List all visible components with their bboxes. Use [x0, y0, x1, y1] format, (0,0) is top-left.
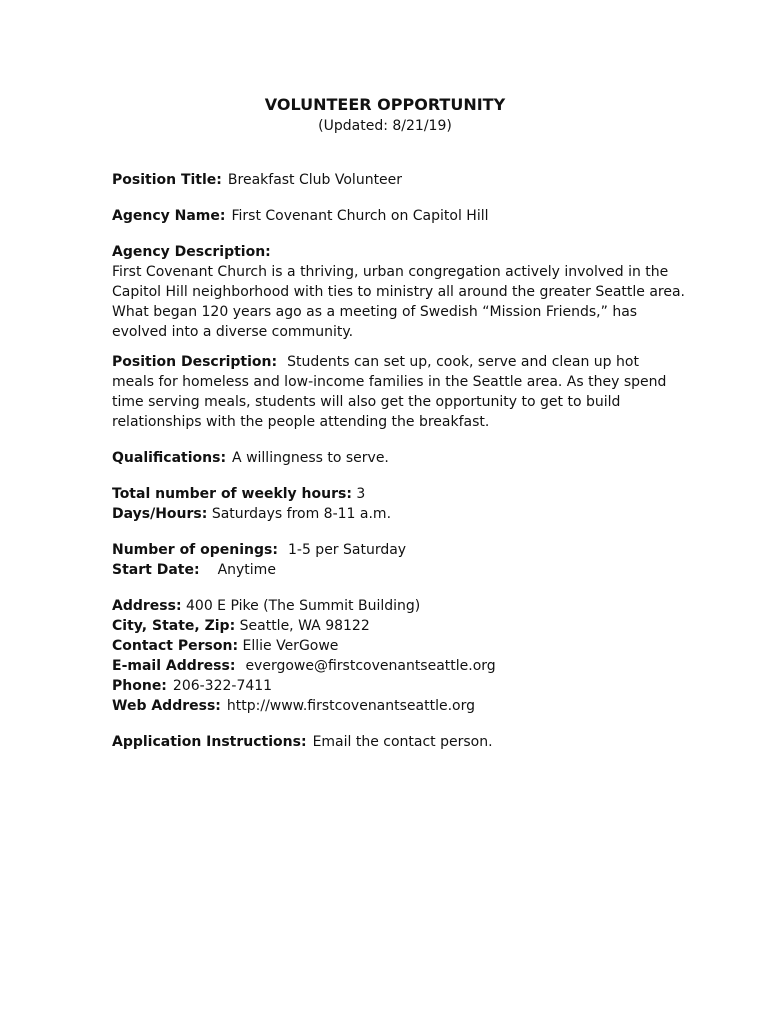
contact-person-value: Ellie VerGowe — [242, 638, 339, 654]
web-address-label: Web Address: — [112, 698, 221, 714]
contact-person-label: Contact Person: — [112, 638, 239, 654]
position-description-first-line: Students can set up, cook, serve and clean up hot — [287, 354, 639, 370]
agency-description-line: First Covenant Church is a thriving, urban congregation actively involved in the — [112, 264, 669, 280]
address-value: 400 E Pike (The Summit Building) — [186, 598, 421, 614]
city-row — [112, 616, 672, 636]
email-row — [112, 656, 672, 676]
qualifications-value: A willingness to serve. — [232, 450, 389, 466]
position-description-line: time serving meals, students will also get the opportunity to get to build — [112, 394, 621, 410]
days-hours-value: Saturdays from 8-11 a.m. — [211, 506, 392, 522]
address-label: Address: — [112, 598, 182, 614]
position-title-label: Position Title: — [112, 172, 222, 188]
position-title-row — [112, 170, 672, 190]
agency-name-label: Agency Name: — [112, 208, 226, 224]
position-description-line: meals for homeless and low-income families in the Seattle area. As they spend — [112, 374, 667, 390]
position-description-section — [112, 352, 672, 432]
openings-value: 1-5 per Saturday — [287, 542, 407, 558]
application-value: Email the contact person. — [312, 734, 493, 750]
agency-description-line: What began 120 years ago as a meeting of Swedish “Mission Friends,” has — [112, 304, 638, 320]
qualifications-label: Qualifications: — [112, 450, 227, 466]
phone-label: Phone: — [112, 678, 167, 694]
qualifications-row — [112, 448, 672, 468]
position-description-label: Position Description: — [112, 354, 278, 370]
weekly-hours-label: Total number of weekly hours: — [112, 486, 352, 502]
updated-date: (Updated: 8/21/19) — [318, 118, 452, 134]
start-date-row — [112, 560, 672, 580]
position-description-line: relationships with the people attending the breakfast. — [112, 414, 490, 430]
phone-row — [112, 676, 672, 696]
weekly-hours-value: 3 — [356, 486, 366, 502]
application-label: Application Instructions: — [112, 734, 307, 750]
address-row — [112, 596, 672, 616]
agency-description-line: Capitol Hill neighborhood with ties to ministry all around the greater Seattle area. — [112, 284, 685, 300]
city-label: City, State, Zip: — [112, 618, 236, 634]
days-hours-row — [112, 504, 672, 524]
city-value: Seattle, WA 98122 — [239, 618, 370, 634]
openings-label: Number of openings: — [112, 542, 278, 558]
application-row — [112, 732, 672, 752]
start-date-label: Start Date: — [112, 562, 200, 578]
page-title: VOLUNTEER OPPORTUNITY — [264, 95, 506, 114]
openings-row — [112, 540, 672, 560]
agency-description-section — [112, 242, 685, 342]
phone-value: 206-322-7411 — [172, 678, 273, 694]
email-value: evergowe@firstcovenantseattle.org — [245, 658, 496, 674]
days-hours-label: Days/Hours: — [112, 506, 208, 522]
agency-description-label: Agency Description: — [112, 244, 271, 260]
web-address-row — [112, 696, 672, 716]
agency-description-line: evolved into a diverse community. — [112, 324, 354, 340]
agency-name-row — [112, 206, 672, 226]
web-address-value: http://www.firstcovenantseattle.org — [226, 698, 476, 714]
start-date-value: Anytime — [217, 562, 276, 578]
email-label: E-mail Address: — [112, 658, 236, 674]
document-body — [112, 94, 685, 752]
weekly-hours-row — [112, 484, 672, 504]
agency-name-value: First Covenant Church on Capitol Hill — [231, 208, 489, 224]
contact-person-row — [112, 636, 672, 656]
position-title-value: Breakfast Club Volunteer — [227, 172, 403, 188]
